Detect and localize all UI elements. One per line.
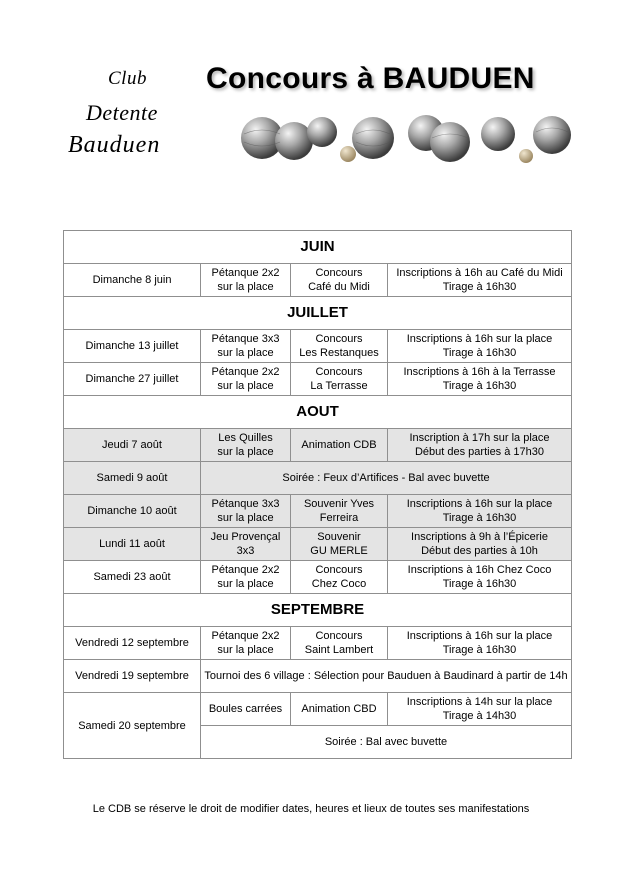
table-row	[64, 561, 572, 594]
event-evening: Soirée : Bal avec buvette	[201, 726, 572, 759]
month-header-septembre: SEPTEMBRE	[64, 594, 572, 627]
event-contest: Animation CBD	[291, 693, 388, 726]
table-row	[64, 528, 572, 561]
event-contest: Concours La Terrasse	[291, 363, 388, 396]
club-logo-line1: Club	[108, 68, 147, 89]
event-info: Inscriptions à 14h sur la place Tirage à 14h30	[388, 693, 572, 726]
event-info: Inscriptions à 9h à l’Épicerie Début des parties à 10h	[388, 528, 572, 561]
table-row	[64, 660, 572, 693]
events-table	[63, 230, 572, 759]
event-date: Lundi 11 août	[64, 528, 201, 561]
event-type: Pétanque 2x2 sur la place	[201, 264, 291, 297]
month-header-aout: AOUT	[64, 396, 572, 429]
event-date: Vendredi 12 septembre	[64, 627, 201, 660]
event-type: Pétanque 3x3 sur la place	[201, 330, 291, 363]
event-info: Inscriptions à 16h à la Terrasse Tirage à 16h30	[388, 363, 572, 396]
event-type: Pétanque 2x2 sur la place	[201, 363, 291, 396]
event-contest: Concours Saint Lambert	[291, 627, 388, 660]
footer-note: Le CDB se réserve le droit de modifier dates, heures et lieux de toutes ses manifestations	[92, 803, 530, 815]
event-type: Pétanque 2x2 sur la place	[201, 627, 291, 660]
event-type: Les Quilles sur la place	[201, 429, 291, 462]
table-row	[64, 363, 572, 396]
event-info: Inscriptions à 16h sur la place Tirage à 16h30	[388, 330, 572, 363]
table-row	[64, 627, 572, 660]
table-row	[64, 495, 572, 528]
month-header-juin: JUIN	[64, 231, 572, 264]
event-date: Vendredi 19 septembre	[64, 660, 201, 693]
table-row	[64, 693, 572, 726]
event-type: Pétanque 2x2 sur la place	[201, 561, 291, 594]
table-row	[64, 330, 572, 363]
club-logo-line3: Bauduen	[68, 132, 161, 158]
event-type: Jeu Provençal 3x3	[201, 528, 291, 561]
event-info: Inscriptions à 16h au Café du Midi Tirage à 16h30	[388, 264, 572, 297]
event-contest: Concours Les Restanques	[291, 330, 388, 363]
event-type: Boules carrées	[201, 693, 291, 726]
event-info: Inscriptions à 16h sur la place Tirage à 16h30	[388, 627, 572, 660]
event-info: Inscription à 17h sur la place Début des parties à 17h30	[388, 429, 572, 462]
event-info: Inscriptions à 16h Chez Coco Tirage à 16h30	[388, 561, 572, 594]
event-contest: Concours Café du Midi	[291, 264, 388, 297]
event-date: Dimanche 8 juin	[64, 264, 201, 297]
table-row	[64, 429, 572, 462]
page-title: Concours à BAUDUEN	[206, 62, 535, 95]
event-contest: Souvenir Yves Ferreira	[291, 495, 388, 528]
club-logo	[60, 64, 230, 164]
event-info: Inscriptions à 16h sur la place Tirage à 16h30	[388, 495, 572, 528]
event-span: Tournoi des 6 village : Sélection pour Bauduen à Baudinard à partir de 14h	[201, 660, 572, 693]
event-span: Soirée : Feux d’Artifices - Bal avec buvette	[201, 462, 572, 495]
event-date: Dimanche 10 août	[64, 495, 201, 528]
club-logo-line2: Detente	[86, 100, 158, 125]
event-date: Jeudi 7 août	[64, 429, 201, 462]
event-contest: Souvenir GU MERLE	[291, 528, 388, 561]
table-row	[64, 264, 572, 297]
event-contest: Concours Chez Coco	[291, 561, 388, 594]
event-type: Pétanque 3x3 sur la place	[201, 495, 291, 528]
event-date: Samedi 20 septembre	[64, 693, 201, 759]
table-row	[64, 462, 572, 495]
petanque-balls-image	[236, 112, 576, 164]
month-header-juillet: JUILLET	[64, 297, 572, 330]
event-date: Samedi 9 août	[64, 462, 201, 495]
event-date: Dimanche 13 juillet	[64, 330, 201, 363]
event-date: Dimanche 27 juillet	[64, 363, 201, 396]
event-date: Samedi 23 août	[64, 561, 201, 594]
event-contest: Animation CDB	[291, 429, 388, 462]
ball-group	[241, 115, 571, 163]
